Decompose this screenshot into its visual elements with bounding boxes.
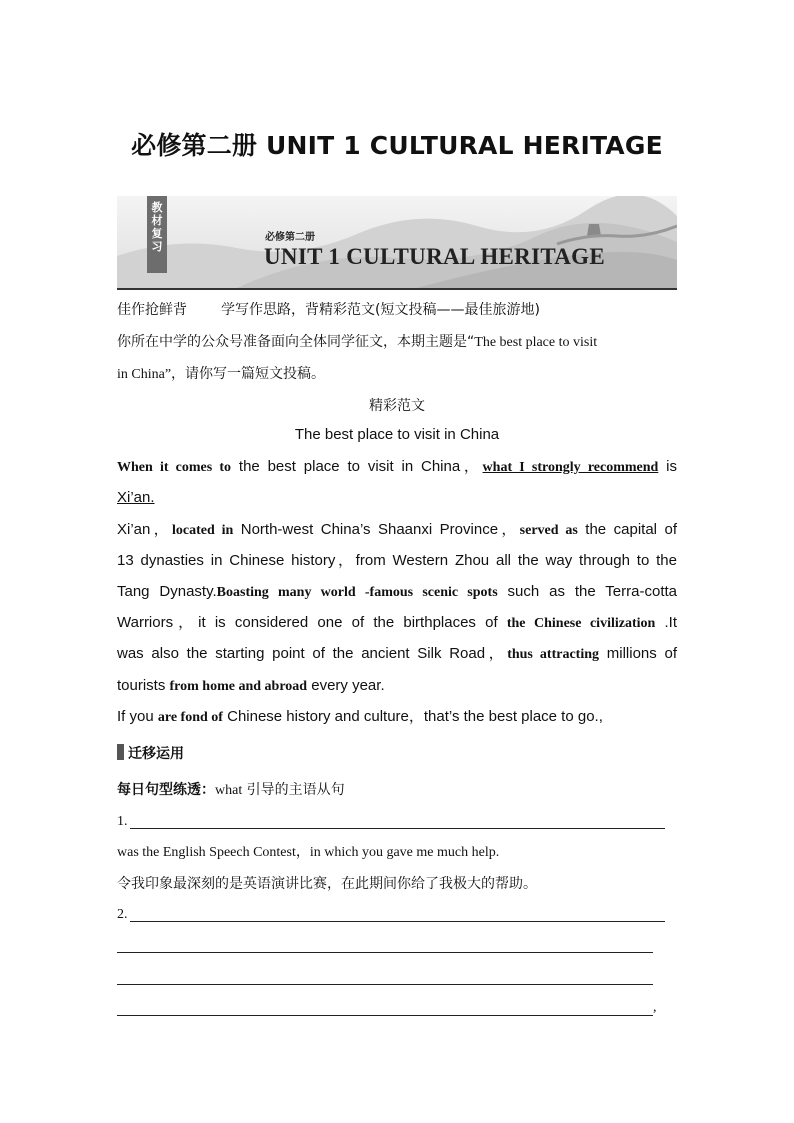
question-1: 1. [117, 814, 128, 829]
daily-pattern: 每日句型练透：what 引导的主语从句 [117, 782, 345, 798]
question-2: 2. [117, 907, 128, 922]
page-title: 必修第二册 UNIT 1 CULTURAL HERITAGE [131, 131, 663, 160]
answer-blank-2b[interactable] [117, 952, 653, 953]
answer-blank-1[interactable] [130, 828, 665, 829]
banner-subtitle: 必修第二册 [265, 232, 315, 243]
essay-p1-line2: Xi’an. [117, 489, 155, 506]
question-2-end: , [653, 1000, 657, 1015]
essay-label: 精彩范文 [369, 398, 425, 414]
essay-p2-line1: Xi’an，located in North-west China’s Shaanxi Province，served as the capital of [117, 521, 677, 538]
essay-p2-line2: 13 dynasties in Chinese history，from Western Zhou all the way through to the [117, 552, 677, 569]
intro-prompt: 你所在中学的公众号准备面向全体同学征文，本期主题是“The best place to visit [117, 334, 598, 350]
answer-blank-2a[interactable] [130, 921, 665, 922]
banner-unit-title: UNIT 1 CULTURAL HERITAGE [264, 244, 606, 269]
essay-p2-line4: Warriors，it is considered one of the birthplaces of the Chinese civilization .It [117, 614, 677, 631]
answer-blank-2d[interactable] [117, 1015, 653, 1016]
essay-p2-line5: was also the starting point of the ancient Silk Road，thus attracting millions of [117, 645, 678, 662]
answer-blank-2c[interactable] [117, 984, 653, 985]
review-tag: 教 材 复 习 [147, 196, 167, 273]
unit-banner [117, 196, 677, 290]
essay-title: The best place to visit in China [294, 426, 500, 443]
section-marker-icon [117, 744, 124, 760]
essay-p2-line3: Tang Dynasty.Boasting many world -famous scenic spots such as the Terra-cotta [117, 583, 677, 600]
intro-prompt-cont: in China”，请你写一篇短文投稿。 [117, 366, 326, 382]
essay-p3: If you are fond of Chinese history and culture，that’s the best place to go., [117, 708, 603, 725]
question-1-translation: 令我印象最深刻的是英语演讲比赛，在此期间你给了我极大的帮助。 [117, 876, 537, 892]
question-1-sentence: was the English Speech Contest，in which you gave me much help. [117, 845, 500, 860]
essay-p1-line1: When it comes to the best place to visit in China，what I strongly recommend is [117, 458, 677, 475]
great-wall-illustration [117, 196, 677, 288]
practice-section-heading: 迁移运用 [117, 744, 677, 764]
intro-heading: 佳作抢鲜背 学写作思路，背精彩范文(短文投稿——最佳旅游地) [117, 302, 540, 318]
essay-p2-line6: tourists from home and abroad every year. [117, 677, 385, 694]
